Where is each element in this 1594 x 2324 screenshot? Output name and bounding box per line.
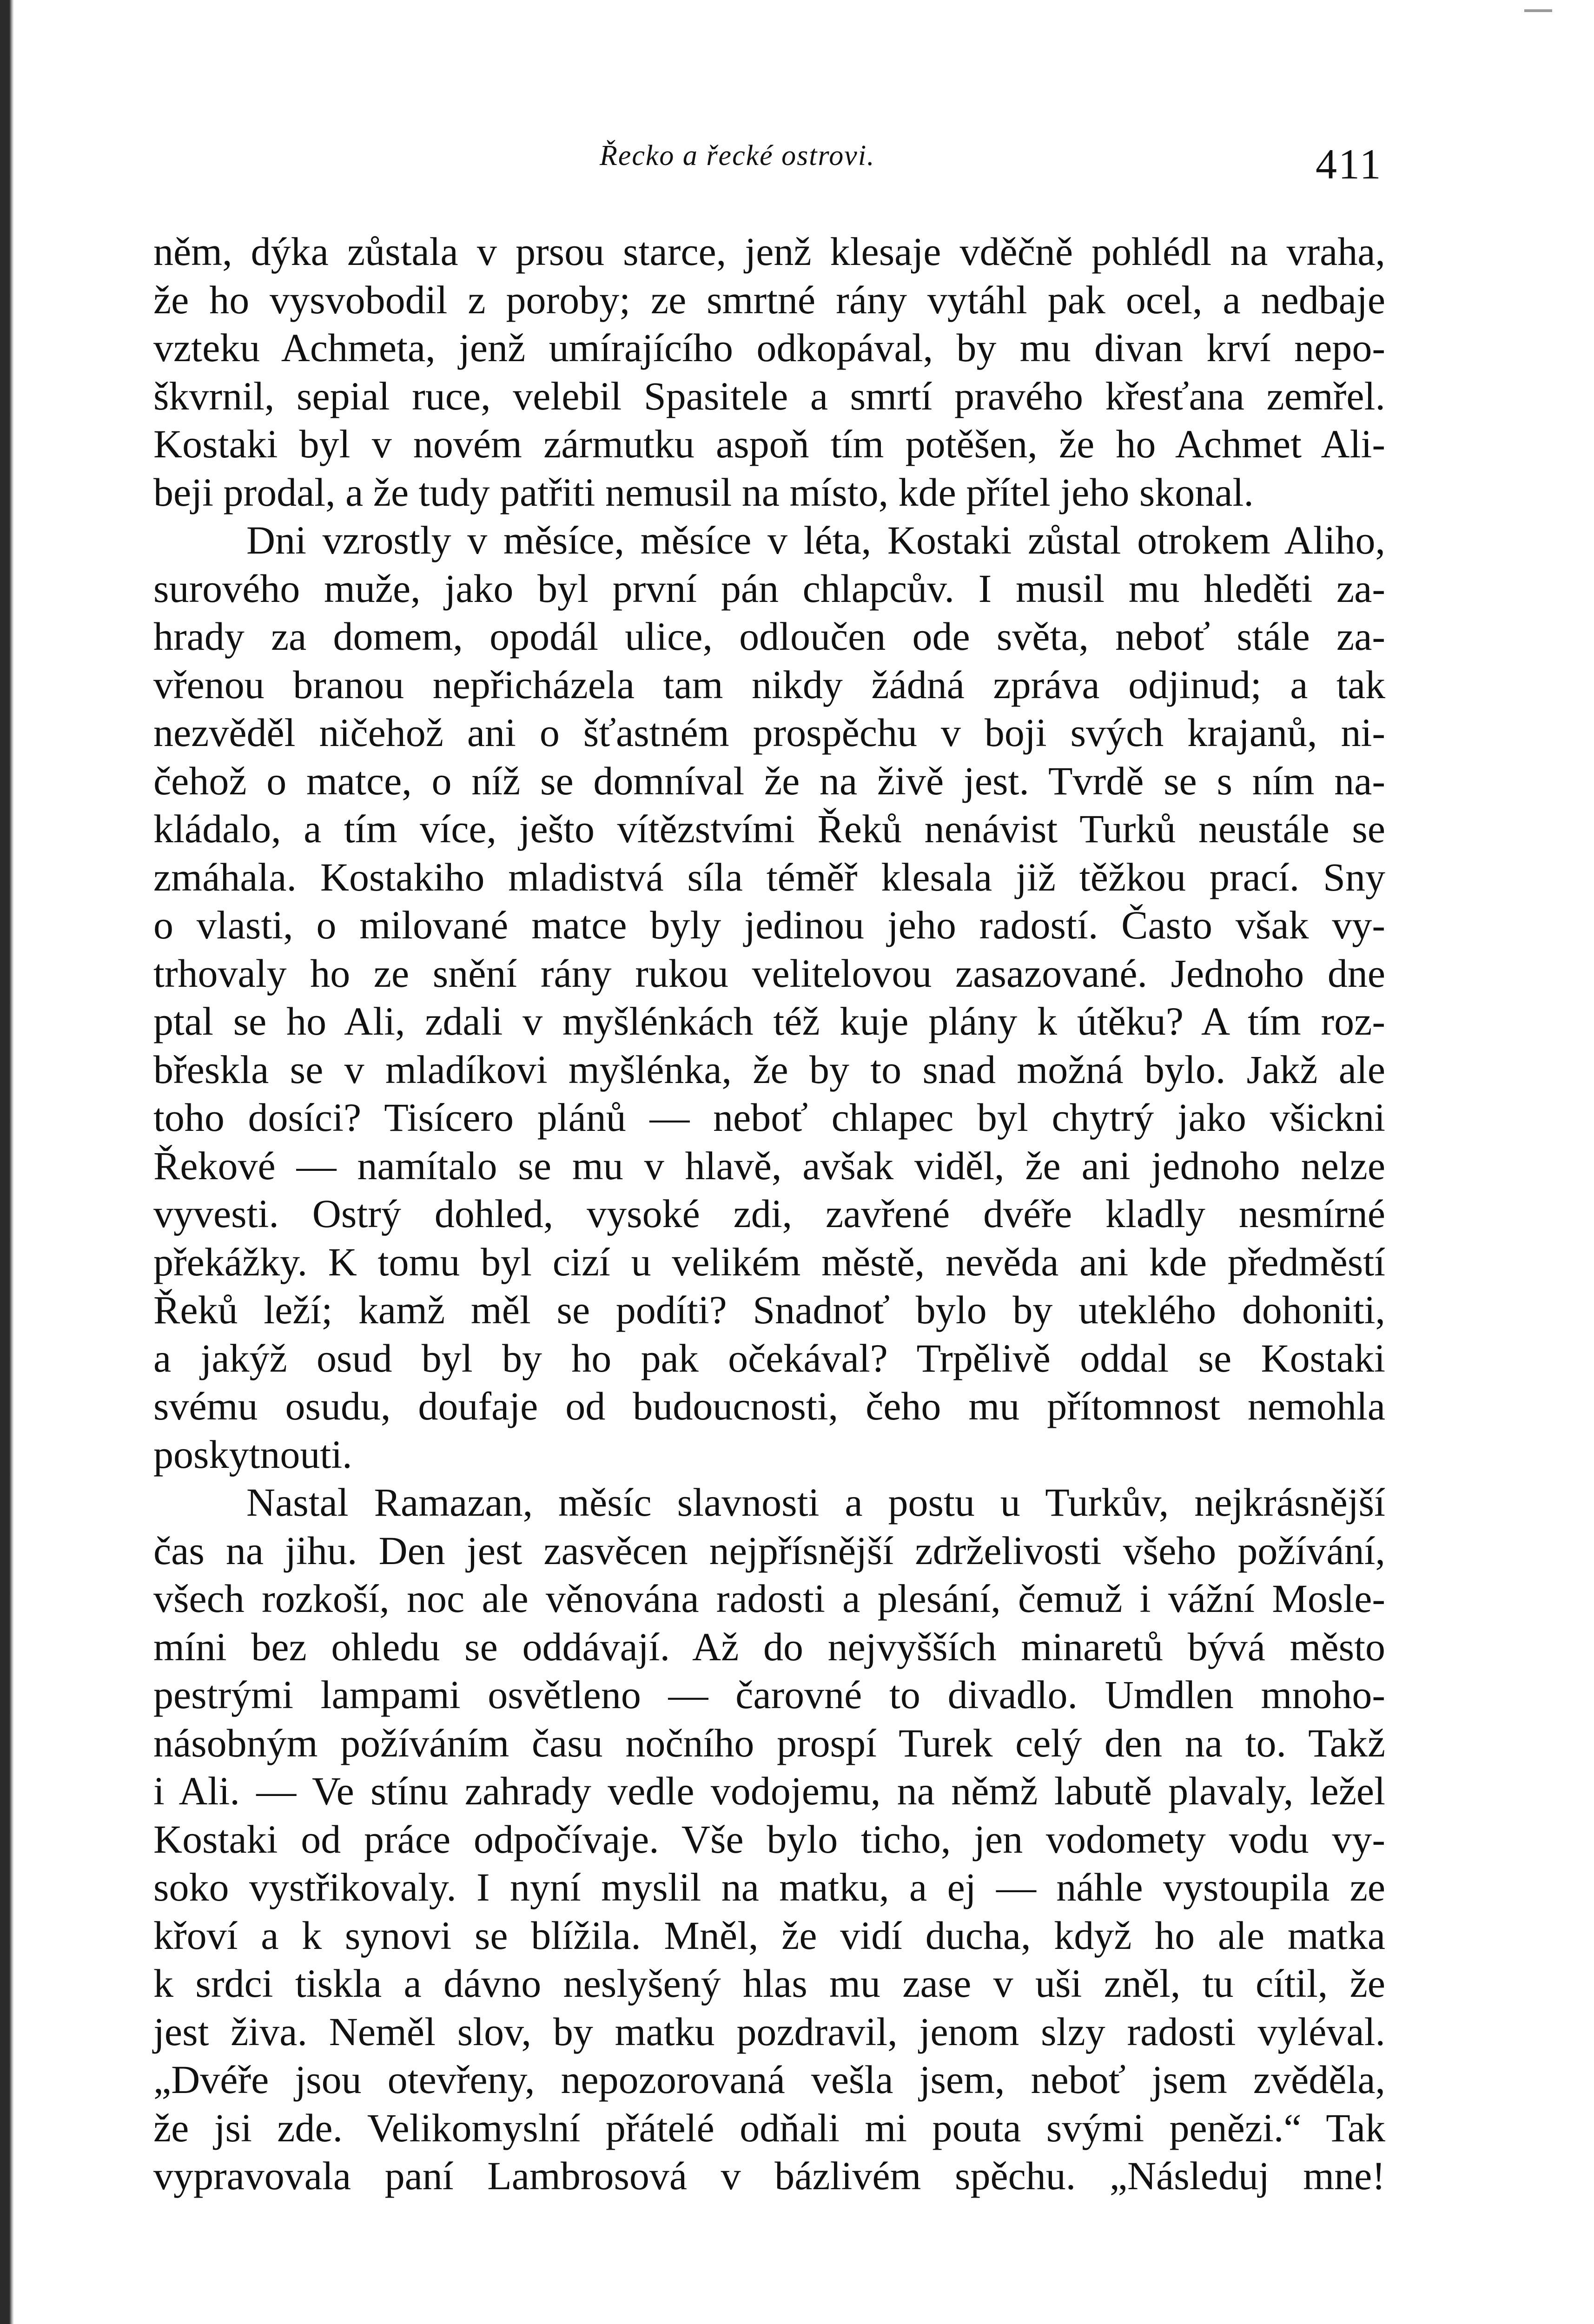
text-line: svému osudu, doufaje od budoucnosti, čeho mu přítomnost nemohla	[153, 1384, 1385, 1428]
text-line: k srdci tiskla a dávno neslyšený hlas mu zase v uši zněl, tu cítil, že	[153, 1961, 1385, 2006]
text-line: vypravovala paní Lambrosová v bázlivém spěchu. „Následuj mne!	[153, 2153, 1385, 2198]
text-line: surového muže, jako byl první pán chlapcův. I musil mu hleděti za-	[153, 566, 1385, 611]
text-line: škvrnil, sepial ruce, velebil Spasitele a smrtí pravého křesťana zemřel.	[153, 373, 1385, 418]
text-line: kládalo, a tím více, ješto vítězstvími Řeků nenávist Turků neustále se	[153, 806, 1385, 851]
text-line: vzteku Achmeta, jenž umírajícího odkopával, by mu divan krví nepo-	[153, 325, 1385, 370]
text-line: že ho vysvobodil z poroby; ze smrtné rány vytáhl pak ocel, a nedbaje	[153, 277, 1385, 322]
text-line: toho dosíci? Tisícero plánů — neboť chlapec byl chytrý jako všickni	[153, 1095, 1385, 1140]
text-line: beji prodal, a že tudy patřiti nemusil na místo, kde přítel jeho skonal.	[153, 469, 1254, 515]
text-line: čas na jihu. Den jest zasvěcen nejpřísnější zdrželivosti všeho požívání,	[153, 1528, 1385, 1573]
text-line: hrady za domem, opodál ulice, odloučen ode světa, neboť stále za-	[153, 614, 1385, 659]
text-line: vyvesti. Ostrý dohled, vysoké zdi, zavřené dvéře kladly nesmírné	[153, 1191, 1385, 1236]
text-line: a jakýž osud byl by ho pak očekával? Trpělivě oddal se Kostaki	[153, 1335, 1385, 1380]
running-head: Řecko a řecké ostrovi.	[600, 140, 875, 172]
text-line: o vlasti, o milované matce byly jedinou jeho radostí. Často však vy-	[153, 903, 1385, 947]
text-line: trhovaly ho ze snění rány rukou velitelovou zasazované. Jednoho dne	[153, 951, 1385, 996]
text-line: všech rozkoší, noc ale věnována radosti a plesání, čemuž i vážní Mosle-	[153, 1576, 1385, 1621]
text-line: zmáhala. Kostakiho mladistvá síla téměř klesala již těžkou prací. Sny	[153, 854, 1385, 899]
text-line: překážky. K tomu byl cizí u velikém městě, nevěda ani kde předměstí	[153, 1239, 1385, 1284]
text-line: násobným požíváním času nočního prospí Turek celý den na to. Takž	[153, 1720, 1385, 1765]
text-line: křoví a k synovi se blížila. Mněl, že vidí ducha, když ho ale matka	[153, 1913, 1385, 1958]
text-line: nezvěděl ničehož ani o šťastném prospěchu v boji svých krajanů, ni-	[153, 710, 1385, 755]
text-line: jest živa. Neměl slov, by matku pozdravil, jenom slzy radosti vyléval.	[153, 2009, 1385, 2054]
text-line: čehož o matce, o níž se domníval že na živě jest. Tvrdě se s ním na-	[153, 758, 1385, 803]
text-line: poskytnouti.	[153, 1432, 352, 1477]
text-line: Řeků leží; kamž měl se podíti? Snadnoť bylo by uteklého dohoniti,	[153, 1287, 1385, 1332]
text-line: Řekové — namítalo se mu v hlavě, avšak viděl, že ani jednoho nelze	[153, 1143, 1385, 1188]
body-text	[153, 228, 1385, 2200]
text-line: břeskla se v mladíkovi myšlénka, že by to snad možná bylo. Jakž ale	[153, 1047, 1385, 1092]
text-line: Dni vzrostly v měsíce, měsíce v léta, Kostaki zůstal otrokem Aliho,	[246, 518, 1385, 562]
text-line: soko vystřikovaly. I nyní myslil na matku, a ej — náhle vystoupila ze	[153, 1865, 1385, 1909]
scan-left-edge	[0, 0, 14, 2324]
scan-corner-mark	[1524, 9, 1552, 12]
text-line: i Ali. — Ve stínu zahrady vedle vodojemu, na němž labutě plavaly, ležel	[153, 1769, 1385, 1813]
text-line: ptal se ho Ali, zdali v myšlénkách též kuje plány k útěku? A tím roz-	[153, 999, 1385, 1043]
text-line: míni bez ohledu se oddávají. Až do nejvyšších minaretů bývá město	[153, 1624, 1385, 1669]
text-line: „Dvéře jsou otevřeny, nepozorovaná vešla jsem, neboť jsem zvěděla,	[153, 2057, 1385, 2102]
text-line: Nastal Ramazan, měsíc slavnosti a postu u Turkův, nejkrásnější	[246, 1480, 1385, 1525]
text-line: že jsi zde. Velikomyslní přátelé odňali mi pouta svými penězi.“ Tak	[153, 2105, 1385, 2150]
text-line: vřenou branou nepřicházela tam nikdy žádná zpráva odjinud; a tak	[153, 662, 1385, 707]
page-number: 411	[1316, 140, 1382, 188]
text-line: něm, dýka zůstala v prsou starce, jenž klesaje vděčně pohlédl na vraha,	[153, 229, 1385, 274]
text-line: Kostaki byl v novém zármutku aspoň tím potěšen, že ho Achmet Ali-	[153, 422, 1385, 466]
text-line: Kostaki od práce odpočívaje. Vše bylo ticho, jen vodomety vodu vy-	[153, 1816, 1385, 1862]
text-line: pestrými lampami osvětleno — čarovné to divadlo. Umdlen mnoho-	[153, 1672, 1385, 1717]
